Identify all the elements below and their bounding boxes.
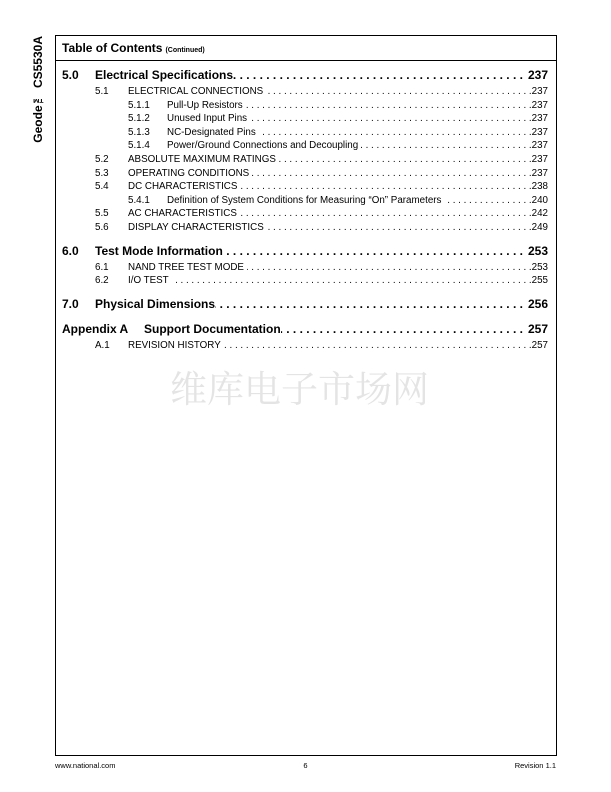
- subsection-number: 5.1.3: [128, 126, 150, 138]
- dot-leader: [444, 194, 531, 208]
- section-number: 5.6: [95, 221, 109, 233]
- toc-chapter-7-0: [62, 295, 548, 313]
- toc-subsection-5-1-3: [62, 126, 548, 140]
- page-number: 240: [531, 194, 548, 206]
- toc-subsection-5-1-2: [62, 112, 548, 126]
- page-number: 237: [531, 113, 548, 125]
- subsection-number: 5.1.4: [128, 140, 150, 152]
- section-title: DISPLAY CHARACTERISTICS: [128, 221, 264, 233]
- page-number: 255: [531, 275, 548, 287]
- page-number: 256: [527, 296, 548, 311]
- dot-leader: [279, 153, 532, 167]
- toc-section-a-1: [62, 339, 548, 353]
- subsection-title: Definition of System Conditions for Measuring “On” Parameters: [167, 194, 442, 206]
- dot-leader: [224, 339, 532, 353]
- appendix-title: Support Documentation: [144, 321, 281, 336]
- toc-subsection-5-4-1: [62, 194, 548, 208]
- chapter-number: 6.0: [62, 243, 79, 258]
- table-of-contents: [62, 66, 548, 352]
- dot-leader: [252, 167, 531, 181]
- chapter-number: 7.0: [62, 296, 79, 311]
- dot-leader: [246, 99, 532, 113]
- page-number: 237: [531, 126, 548, 138]
- section-number: A.1: [95, 339, 110, 351]
- toc-group-7: [62, 295, 548, 313]
- dot-leader: [250, 112, 532, 126]
- toc-section-5-4: [62, 180, 548, 194]
- section-number: 5.5: [95, 208, 109, 220]
- toc-group-appendix-a: [62, 320, 548, 353]
- page-number: 257: [527, 321, 548, 336]
- toc-section-5-1: [62, 85, 548, 99]
- chapter-title: Physical Dimensions: [95, 296, 216, 311]
- page-number: 237: [527, 68, 548, 82]
- section-title: REVISION HISTORY: [128, 339, 221, 351]
- footer-revision: Revision 1.1: [514, 761, 556, 770]
- watermark: 维库电子市场网: [170, 368, 429, 411]
- section-number: 5.2: [95, 153, 109, 165]
- toc-group-6: [62, 242, 548, 288]
- dot-leader: [259, 126, 532, 140]
- dot-leader: [361, 139, 531, 153]
- dot-leader: [267, 221, 532, 235]
- section-title: DC CHARACTERISTICS: [128, 181, 238, 193]
- chapter-title: Test Mode Information: [95, 243, 223, 258]
- footer-page-number: 6: [303, 761, 308, 770]
- subsection-title: Unused Input Pins: [167, 113, 248, 125]
- toc-section-5-5: [62, 207, 548, 221]
- section-title: ABSOLUTE MAXIMUM RATINGS: [128, 153, 276, 165]
- subsection-title: Power/Ground Connections and Decoupling: [167, 140, 359, 152]
- section-number: 6.1: [95, 261, 109, 273]
- section-title: I/O TEST: [128, 275, 169, 287]
- chapter-number: 5.0: [62, 68, 79, 82]
- toc-section-6-2: [62, 274, 548, 288]
- toc-group-5: [62, 66, 548, 235]
- dot-leader: [240, 207, 532, 221]
- toc-section-5-2: [62, 153, 548, 167]
- dot-leader: [266, 85, 531, 99]
- page-number: 237: [531, 167, 548, 179]
- chapter-title: Electrical Specifications: [95, 68, 234, 82]
- section-title: ELECTRICAL CONNECTIONS: [128, 86, 264, 97]
- subsection-title: NC-Designated Pins: [167, 126, 256, 138]
- page-number: 253: [531, 261, 548, 273]
- toc-chapter-6-0: [62, 242, 548, 260]
- footer-website: www.national.com: [55, 761, 116, 770]
- toc-heading: Table of Contents: [62, 41, 163, 55]
- subsection-number: 5.1.2: [128, 113, 150, 125]
- page-number: 237: [531, 86, 548, 97]
- toc-header: [62, 41, 205, 58]
- dot-leader: [233, 66, 523, 84]
- toc-section-6-1: [62, 261, 548, 275]
- page-number: 237: [531, 140, 548, 152]
- page-footer: [55, 761, 556, 771]
- dot-leader: [223, 242, 523, 260]
- toc-section-5-3: [62, 167, 548, 181]
- toc-section-5-6: [62, 221, 548, 235]
- subsection-title: Pull-Up Resistors: [167, 99, 243, 111]
- page-number: 249: [531, 221, 548, 233]
- toc-continued-label: (Continued): [165, 47, 205, 54]
- dot-leader: [215, 295, 523, 313]
- page-number: 238: [531, 181, 548, 193]
- side-product-title: Geode™ CS5530A: [31, 36, 45, 143]
- section-number: 5.4: [95, 181, 109, 193]
- page-number: 242: [531, 208, 548, 220]
- subsection-number: 5.1.1: [128, 99, 150, 111]
- section-number: 5.3: [95, 167, 109, 179]
- page-number: 237: [531, 99, 548, 111]
- header-divider: [55, 60, 557, 61]
- dot-leader: [247, 261, 532, 275]
- appendix-label: Appendix A: [62, 321, 129, 336]
- subsection-number: 5.4.1: [128, 194, 150, 206]
- section-title: AC CHARACTERISTICS: [128, 208, 237, 220]
- section-number: 6.2: [95, 275, 109, 287]
- section-title: OPERATING CONDITIONS: [128, 167, 250, 179]
- section-title: NAND TREE TEST MODE: [128, 261, 244, 273]
- page-number: 237: [531, 153, 548, 165]
- toc-chapter-5-0: [62, 66, 548, 84]
- dot-leader: [240, 180, 531, 194]
- toc-appendix-a: [62, 320, 548, 338]
- page-number: 253: [527, 243, 548, 258]
- section-number: 5.1: [95, 86, 109, 97]
- dot-leader: [172, 274, 532, 288]
- page-number: 257: [531, 339, 548, 351]
- toc-subsection-5-1-4: [62, 139, 548, 153]
- toc-subsection-5-1-1: [62, 99, 548, 113]
- dot-leader: [281, 320, 523, 338]
